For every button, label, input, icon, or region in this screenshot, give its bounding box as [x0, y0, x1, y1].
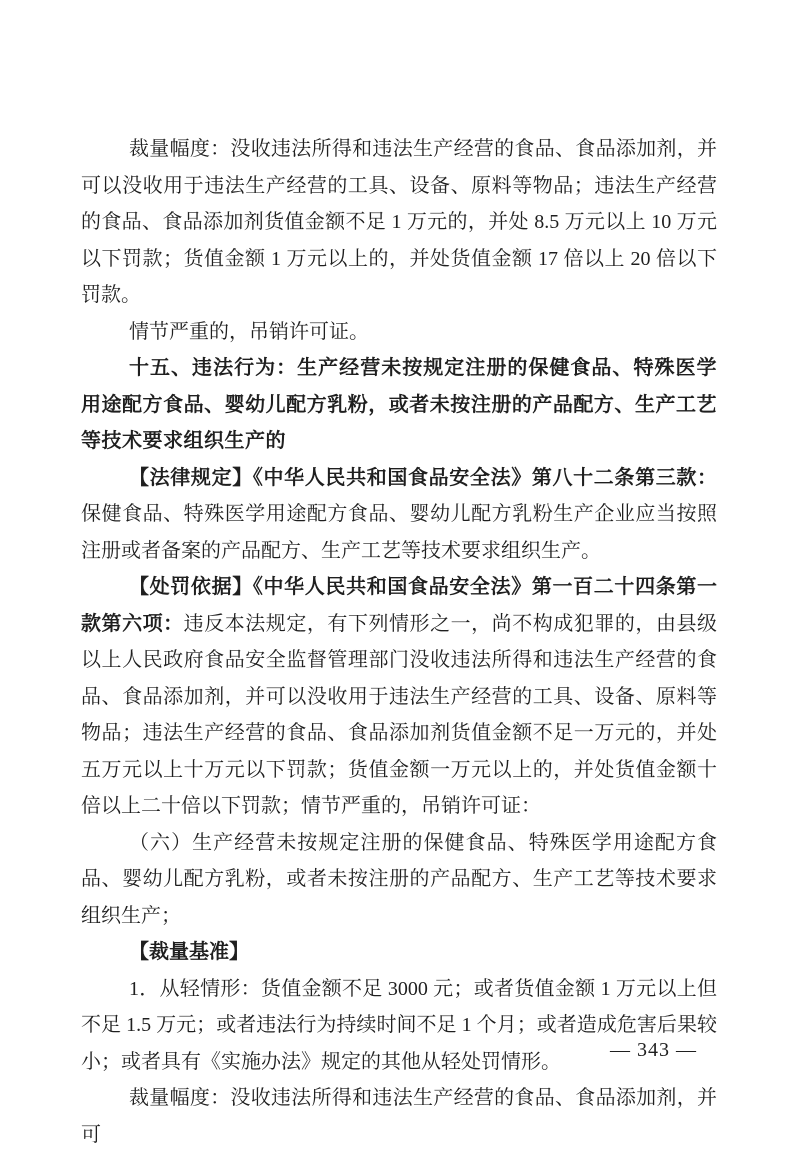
legal-provision-text: 保健食品、特殊医学用途配方食品、婴幼儿配方乳粉生产企业应当按照注册或者备案的产品配方、生产工艺等技术要求组织生产。	[81, 503, 717, 562]
legal-provision-paragraph	[81, 460, 717, 570]
discretion-benchmark-label: 【裁量基准】	[129, 941, 249, 963]
penalty-basis-label: 【处罚依据】《中华人民共和国食品安全法》第一百二十四条第一款第六项：	[81, 576, 717, 635]
item-six-paragraph: （六）生产经营未按规定注册的保健食品、特殊医学用途配方食品、婴幼儿配方乳粉，或者未按注册的产品配方、生产工艺等技术要求组织生产；	[81, 831, 717, 927]
page-number: — 343 —	[610, 1039, 697, 1061]
lenient-situation-paragraph: 1．从轻情形：货值金额不足 3000 元；或者货值金额 1 万元以上但不足 1.5 万元；或者违法行为持续时间不足 1 个月；或者造成危害后果较小；或者具有《实施办法》规定的其他从轻处罚情形。	[81, 977, 717, 1073]
discretion-range-paragraph: 裁量幅度：没收违法所得和违法生产经营的食品、食品添加剂，并可以没收用于违法生产经营的工具、设备、原料等物品；违法生产经营的食品、食品添加剂货值金额不足 1 万元的，并处 8.5 万元以上 10 万元以下罚款；货值金额 1 万元以上的，并处货值金额 17 倍以上 20 倍以下罚款。	[81, 138, 717, 306]
violation-15-heading: 十五、违法行为：生产经营未按规定注册的保健食品、特殊医学用途配方食品、婴幼儿配方乳粉，或者未按注册的产品配方、生产工艺等技术要求组织生产的	[81, 357, 717, 452]
page-content	[81, 131, 717, 1153]
legal-provision-label: 【法律规定】《中华人民共和国食品安全法》第八十二条第三款：	[129, 466, 717, 489]
discretion-range-paragraph-continued: 裁量幅度：没收违法所得和违法生产经营的食品、食品添加剂，并可	[81, 1087, 717, 1146]
penalty-basis-text: 违反本法规定，有下列情形之一，尚不构成犯罪的，由县级以上人民政府食品安全监督管理部门没收违法所得和违法生产经营的食品、食品添加剂，并可以没收用于违法生产经营的工具、设备、原料等物品；违法生产经营的食品、食品添加剂货值金额不足一万元的，并处五万元以上十万元以下罚款；货值金额一万元以上的，并处货值金额十倍以上二十倍以下罚款；情节严重的，吊销许可证：	[81, 612, 718, 817]
penalty-basis-paragraph	[81, 569, 717, 825]
severe-circumstances-paragraph: 情节严重的，吊销许可证。	[129, 320, 369, 343]
